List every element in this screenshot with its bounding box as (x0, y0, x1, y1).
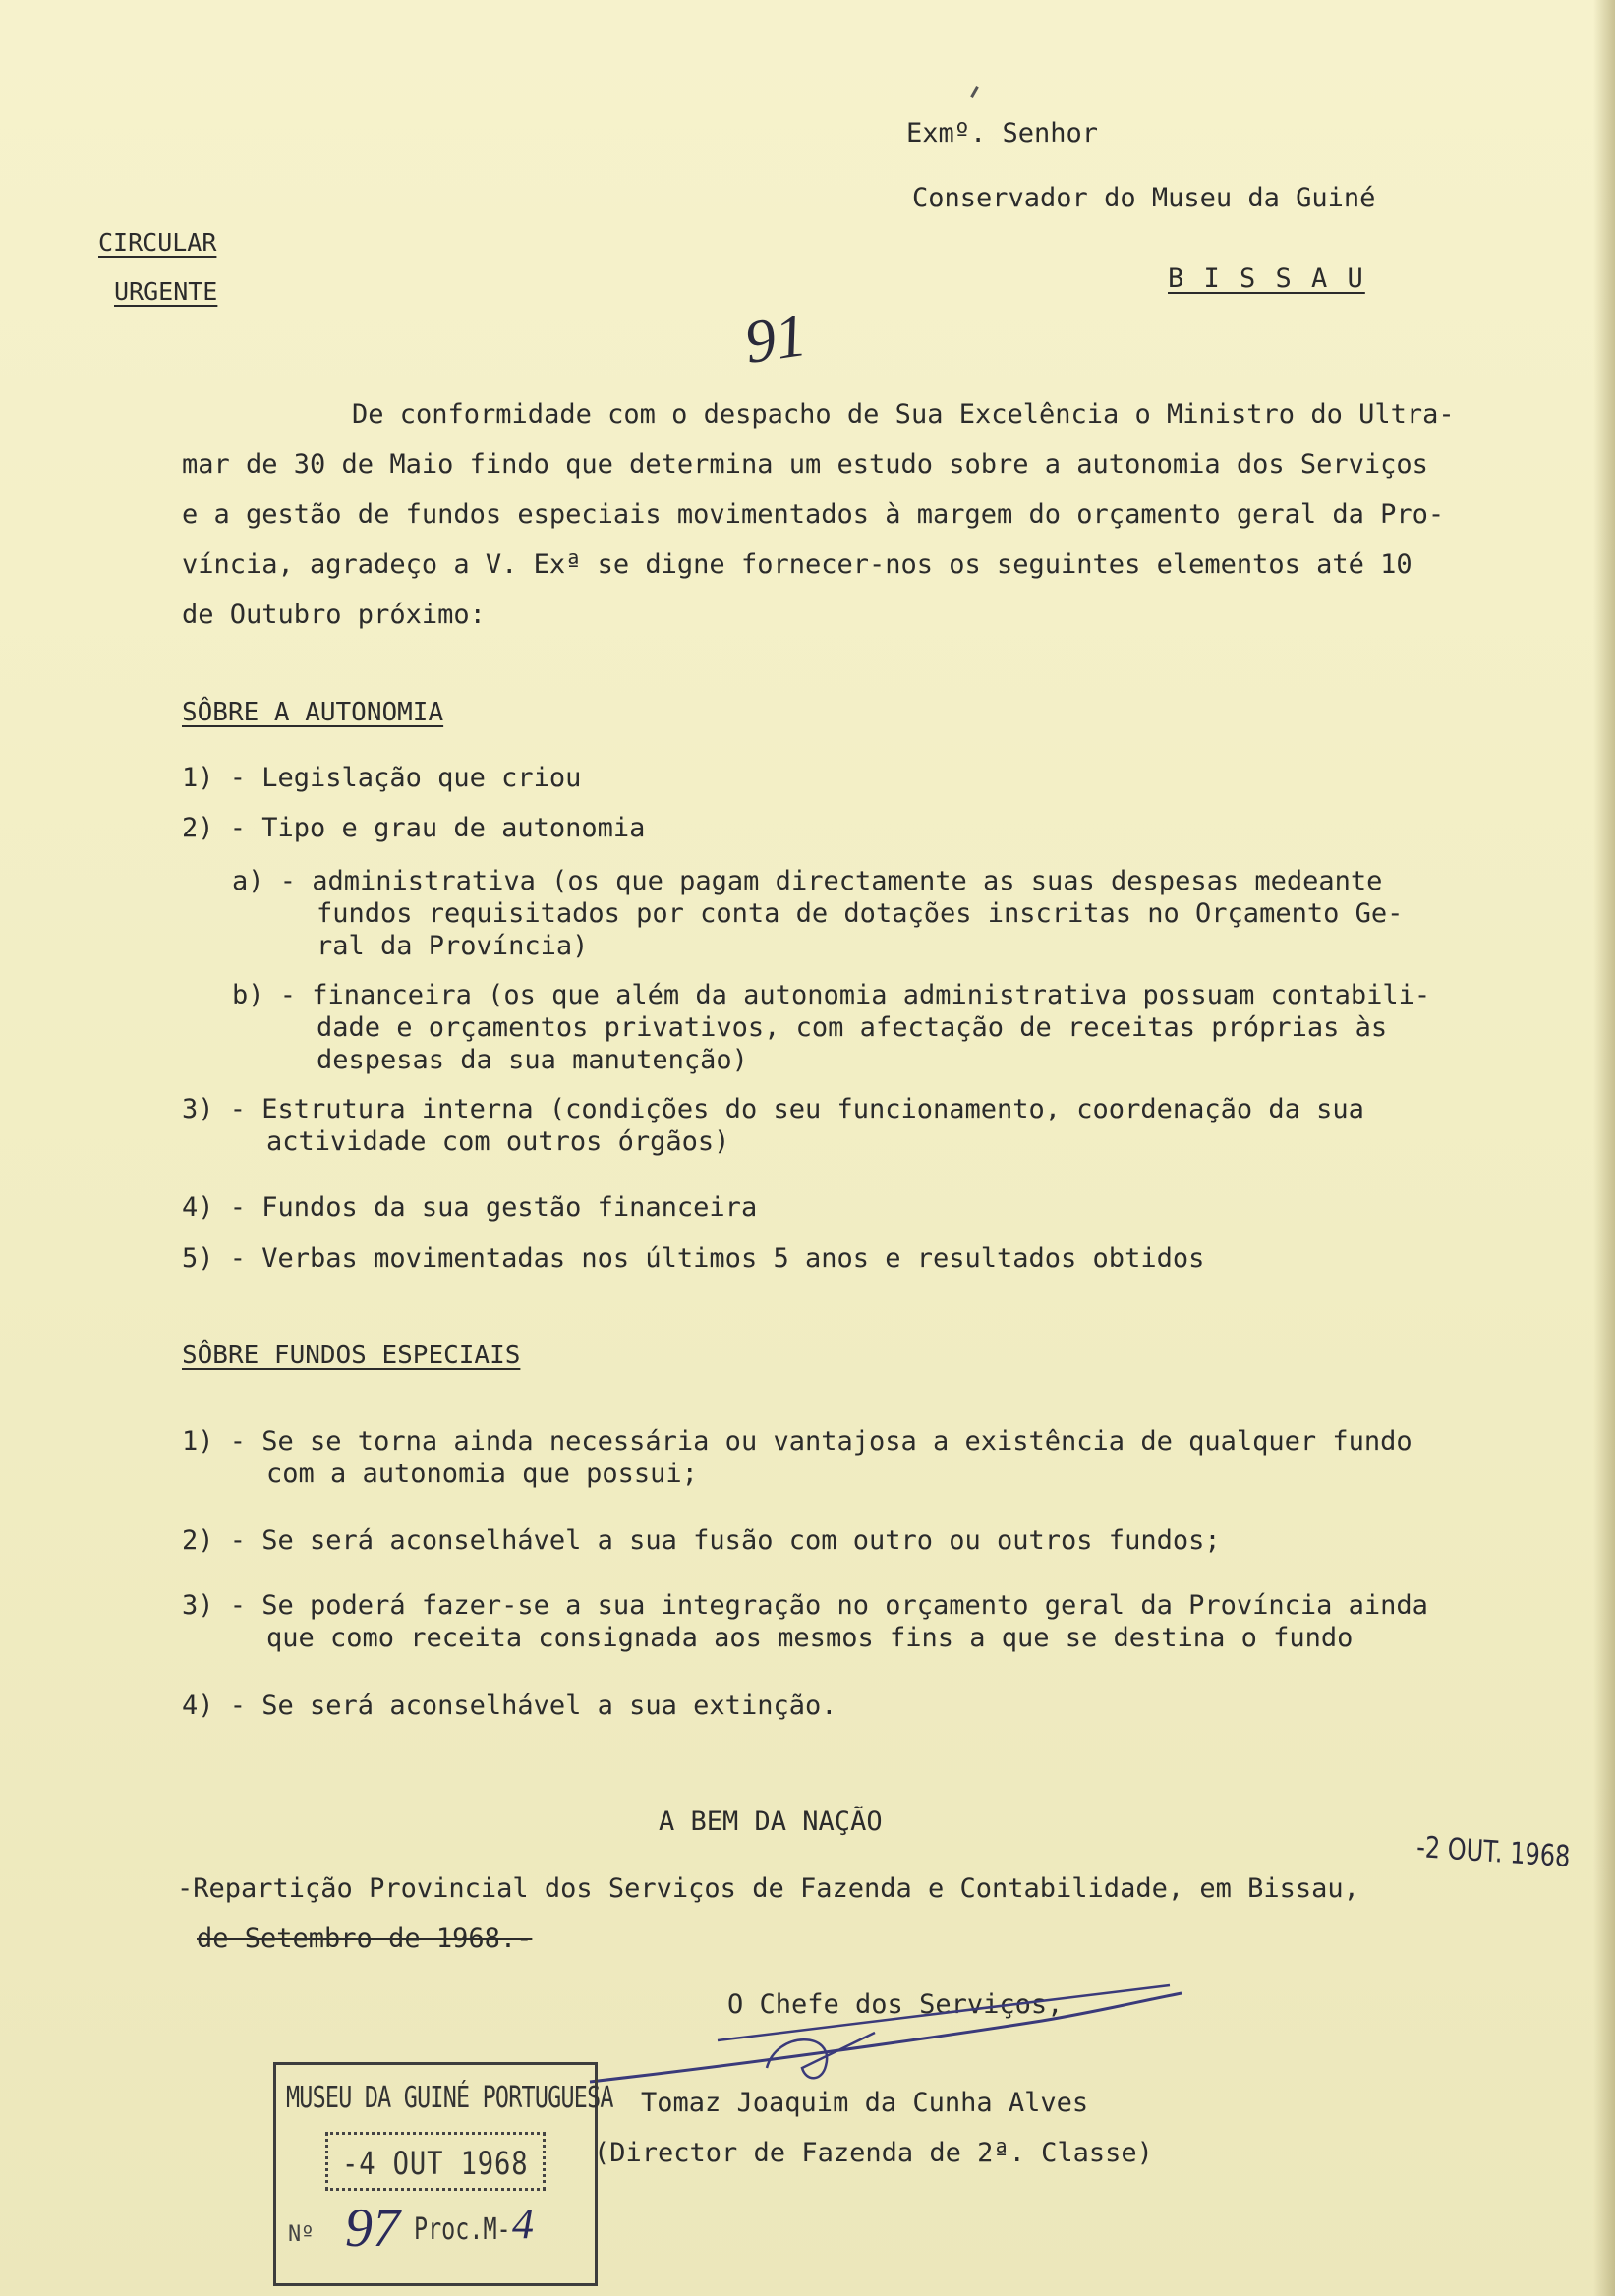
list-item (182, 1242, 1204, 1275)
stamp-date: -4 OUT 1968 (342, 2145, 529, 2182)
list-item-line: 5) - Verbas movimentadas nos últimos 5 anos e resultados obtidos (182, 1243, 1205, 1274)
list-item-line: 2) - Se será aconselhável a sua fusão com outro ou outros fundos; (182, 1525, 1221, 1556)
addressee-title: Conservador do Museu da Guiné (912, 183, 1376, 213)
stamp-no-label: Nº (288, 2222, 315, 2247)
signature-position: (Director de Fazenda de 2ª. Classe) (594, 2138, 1153, 2168)
list-item-line: 1) - Legislação que criou (182, 763, 582, 793)
list-item-line: com a autonomia que possui; (266, 1459, 698, 1489)
list-item-line: 1) - Se se torna ainda necessária ou vantajosa a existência de qualquer fundo (182, 1426, 1413, 1457)
stamp-proc-label: Proc.M- (414, 2212, 511, 2247)
list-item-line: 3) - Se poderá fazer-se a sua integração no orçamento geral da Província ainda (182, 1590, 1428, 1621)
addressee-city: B I S S A U (1168, 263, 1365, 294)
list-item (182, 1425, 1413, 1490)
list-item (182, 812, 645, 844)
list-item-line: 2) - Tipo e grau de autonomia (182, 813, 646, 843)
list-item (182, 1524, 1221, 1557)
list-item-line: 3) - Estrutura interna (condições do seu funcionamento, coordenação da sua (182, 1094, 1364, 1124)
signature-scribble (580, 1972, 1189, 2090)
stamp-date-box (325, 2132, 546, 2191)
list-item-line: fundos requisitados por conta de dotações inscritas no Orçamento Ge- (317, 898, 1404, 929)
list-item-line: que como receita consignada aos mesmos fins a que se destina o fundo (266, 1623, 1354, 1653)
signature-role: O Chefe dos Serviços, (727, 1989, 1064, 2020)
stamped-date: -2 OUT. 1968 (1415, 1830, 1571, 1875)
intro-line: de Outubro próximo: (182, 600, 486, 630)
museum-received-stamp (273, 2062, 613, 2286)
list-item-line: 4) - Fundos da sua gestão financeira (182, 1192, 758, 1223)
stamp-proc-number: 4 (512, 2200, 534, 2248)
list-item-line: despesas da sua manutenção) (317, 1045, 748, 1075)
section-heading-autonomia: SÔBRE A AUTONOMIA (182, 698, 444, 727)
urgente-label: URGENTE (114, 277, 218, 306)
paper-edge-shadow (1593, 0, 1615, 2296)
list-subitem (232, 979, 1430, 1076)
intro-line: víncia, agradeço a V. Exª se digne fornecer-nos os seguintes elementos até 10 (182, 549, 1413, 580)
struck-date: de Setembro de 1968.- (197, 1923, 533, 1954)
addressee-salutation: Exmº. Senhor (906, 118, 1099, 148)
signature-name: Tomaz Joaquim da Cunha Alves (641, 2088, 1089, 2118)
list-item-line: b) - financeira (os que além da autonomia administrativa possuam contabili- (232, 980, 1431, 1010)
list-item (182, 1093, 1364, 1158)
intro-line: e a gestão de fundos especiais movimentados à margem do orçamento geral da Pro- (182, 499, 1445, 530)
place-line: -Repartição Provincial dos Serviços de Fazenda e Contabilidade, em Bissau, (177, 1873, 1359, 1904)
stray-mark (970, 86, 979, 98)
handwritten-number: 91 (740, 302, 811, 376)
list-item-line: ral da Província) (317, 931, 589, 961)
list-item (182, 1191, 757, 1224)
list-item (182, 1690, 836, 1722)
intro-line: De conformidade com o despacho de Sua Excelência o Ministro do Ultra- (352, 399, 1455, 430)
intro-line: mar de 30 de Maio findo que determina um estudo sobre a autonomia dos Serviços (182, 449, 1428, 480)
list-item-line: dade e orçamentos privativos, com afectação de receitas próprias às (317, 1012, 1388, 1043)
motto: A BEM DA NAÇÃO (659, 1807, 883, 1837)
stamp-title: MUSEU DA GUINÉ PORTUGUESA (286, 2081, 613, 2115)
list-subitem (232, 865, 1403, 962)
circular-label: CIRCULAR (98, 228, 217, 257)
stamp-registration-number: 97 (345, 2198, 400, 2259)
section-heading-fundos: SÔBRE FUNDOS ESPECIAIS (182, 1341, 521, 1370)
list-item-line: a) - administrativa (os que pagam directamente as suas despesas medeante (232, 866, 1383, 896)
list-item-line: actividade com outros órgãos) (266, 1126, 730, 1157)
list-item (182, 762, 581, 794)
list-item (182, 1589, 1428, 1654)
list-item-line: 4) - Se será aconselhável a sua extinção. (182, 1691, 837, 1721)
